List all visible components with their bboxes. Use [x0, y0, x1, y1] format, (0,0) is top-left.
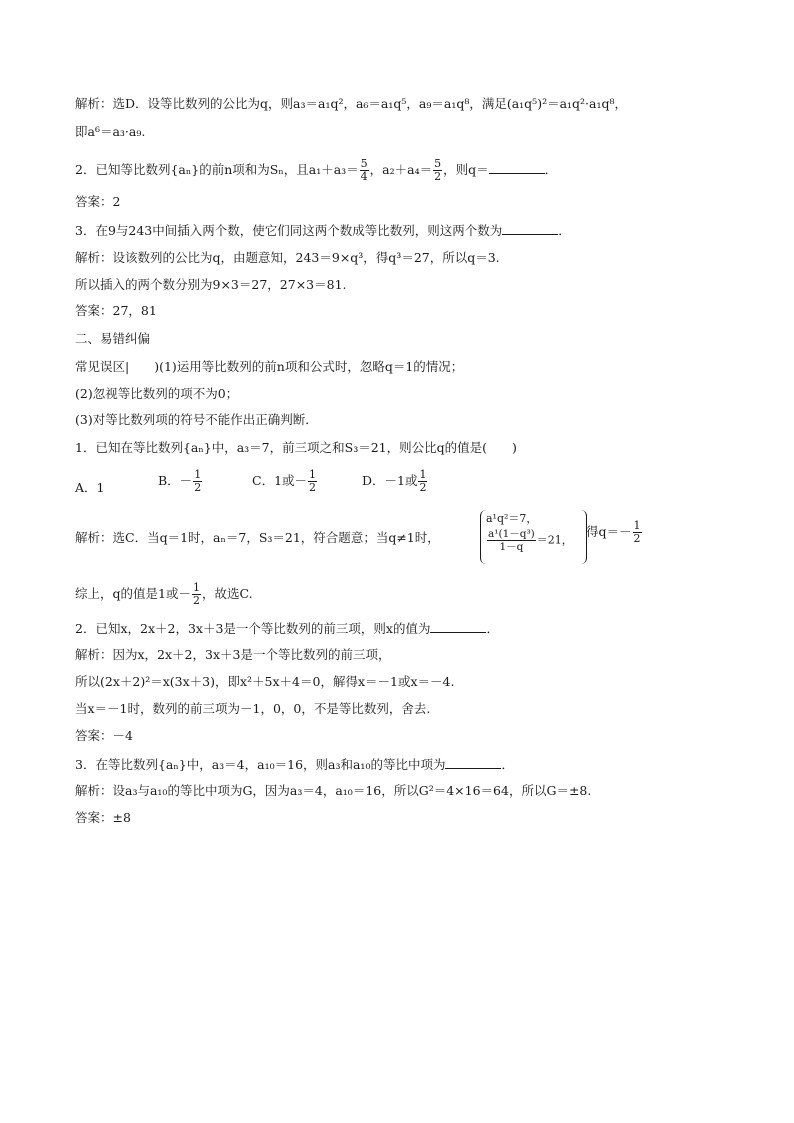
text: ，故选C.	[201, 586, 253, 601]
analysis-line	[75, 647, 390, 663]
text: 综上，q的值是1或－	[75, 586, 191, 601]
question-3b-line	[75, 756, 514, 773]
num: 5	[360, 157, 368, 170]
text: ，a₂＋a₄＝	[369, 162, 433, 177]
option-b-text: B．－	[158, 473, 193, 488]
option-c	[252, 469, 318, 494]
fraction-5-2	[433, 158, 442, 183]
analysis-line	[75, 783, 591, 799]
answer-line	[75, 728, 133, 744]
analysis-line	[75, 250, 500, 266]
text: ．	[544, 162, 558, 177]
section-heading	[75, 331, 150, 347]
equation-system	[480, 510, 600, 566]
text: 3．在等比数列{aₙ}中，a₃＝4，a₁₀＝16，则a₃和a₁₀的等比中项为	[75, 757, 446, 772]
result-q	[586, 520, 643, 545]
question-1-line	[75, 440, 517, 456]
answer-line	[75, 810, 131, 826]
answer-blank	[430, 620, 486, 633]
analysis-line	[75, 674, 454, 690]
text: 所以插入的两个数分别为9×3＝27，27×3＝81.	[75, 277, 347, 292]
answer-line	[75, 303, 157, 319]
fraction-1-2	[308, 469, 317, 494]
num: 1	[192, 581, 200, 594]
fraction-1-2	[192, 582, 201, 607]
num: 1	[309, 468, 317, 481]
question-3-line	[75, 222, 571, 239]
text: 2．已知x，2x＋2，3x＋3是一个等比数列的前三项，则x的值为	[75, 621, 431, 636]
den: 2	[309, 481, 317, 494]
num: 5	[434, 157, 442, 170]
fraction-5-4	[360, 158, 369, 183]
analysis-conclusion	[75, 582, 253, 607]
option-a	[75, 478, 104, 496]
answer-blank	[502, 222, 558, 235]
text: 解析：选D．设等比数列的公比为q，则a₃＝a₁q²，a₆＝a₁q⁵，a₉＝a₁q⁸，满足(a₁q⁵)²＝a₁q²·a₁q⁸，	[75, 96, 628, 111]
text: 3．在9与243中间插入两个数，使它们同这两个数成等比数列，则这两个数为	[75, 223, 503, 238]
equation-1-text: a¹q²＝7，	[486, 512, 538, 525]
option-a-text: A．1	[75, 480, 105, 495]
option-b	[158, 469, 203, 494]
text: 二、易错纠偏	[75, 331, 151, 346]
answer-line	[75, 194, 120, 210]
text: 答案：－4	[75, 728, 133, 743]
text: ．	[501, 757, 514, 772]
text: (2)忽视等比数列的项不为0；	[75, 386, 239, 401]
analysis-line	[75, 277, 347, 293]
den: 2	[194, 481, 202, 494]
analysis-line-2	[75, 124, 145, 140]
fraction-1-2	[418, 469, 427, 494]
fraction-1-2	[193, 469, 202, 494]
text: ，则q＝	[443, 162, 489, 177]
num: 1	[633, 519, 641, 532]
common-mistakes-line	[75, 359, 463, 375]
num: a¹(1－q³)	[488, 528, 535, 540]
common-mistakes-line	[75, 412, 318, 428]
text: 所以(2x＋2)²＝x(3x＋3)，即x²＋5x＋4＝0，解得x＝－1或x＝－4.	[75, 674, 455, 689]
den: 4	[360, 170, 368, 183]
option-d	[362, 469, 428, 494]
den: 2	[192, 594, 200, 607]
den: 1－q	[499, 541, 524, 553]
option-d-text: D．－1或	[362, 473, 418, 488]
option-c-text: C．1或－	[252, 473, 308, 488]
equation-2-rhs: ＝21，	[536, 533, 573, 547]
den: 2	[434, 170, 442, 183]
num: 1	[194, 468, 202, 481]
answer-blank	[445, 756, 501, 769]
fraction-1-2	[633, 520, 642, 545]
text: 得q＝－	[586, 524, 632, 539]
den: 2	[633, 532, 641, 545]
question-2b-line	[75, 620, 499, 637]
common-mistakes-line	[75, 386, 238, 402]
text: 答案：27，81	[75, 303, 157, 318]
text: 解析：设a₃与a₁₀的等比中项为G，因为a₃＝4，a₁₀＝16，所以G²＝4×16＝64，所以G＝±8.	[75, 783, 592, 798]
text: ．	[486, 621, 499, 636]
text: 解析：设该数列的公比为q，由题意知，243＝9×q³，得q³＝27，所以q＝3.	[75, 250, 500, 265]
text: 答案：±8	[75, 810, 131, 825]
text: ．	[558, 223, 571, 238]
text: 答案：2	[75, 194, 121, 209]
analysis-line	[75, 530, 440, 546]
analysis-line	[75, 701, 430, 717]
text: 即a⁶＝a₃·a₉.	[75, 124, 146, 139]
fraction	[487, 528, 536, 553]
num: 1	[419, 468, 427, 481]
text: 1．已知在等比数列{aₙ}中，a₃＝7，前三项之和S₃＝21，则公比q的值是( )	[75, 440, 517, 455]
text: 当x＝－1时，数列的前三项为－1，0，0，不是等比数列，舍去.	[75, 701, 431, 716]
question-2-line	[75, 158, 557, 183]
text: 常见误区| )(1)运用等比数列的前n项和公式时，忽略q＝1的情况；	[75, 359, 464, 374]
text: 2．已知等比数列{aₙ}的前n项和为Sₙ，且a₁＋a₃＝	[75, 162, 359, 177]
equation-2	[486, 528, 573, 553]
text: 解析：选C．当q＝1时，aₙ＝7，S₃＝21，符合题意；当q≠1时，	[75, 530, 440, 545]
text: 解析：因为x，2x＋2，3x＋3是一个等比数列的前三项，	[75, 647, 391, 662]
text: (3)对等比数列项的符号不能作出正确判断．	[75, 412, 318, 427]
equation-1	[486, 510, 537, 526]
analysis-line-1	[75, 96, 627, 112]
den: 2	[419, 481, 427, 494]
answer-blank	[489, 161, 545, 174]
